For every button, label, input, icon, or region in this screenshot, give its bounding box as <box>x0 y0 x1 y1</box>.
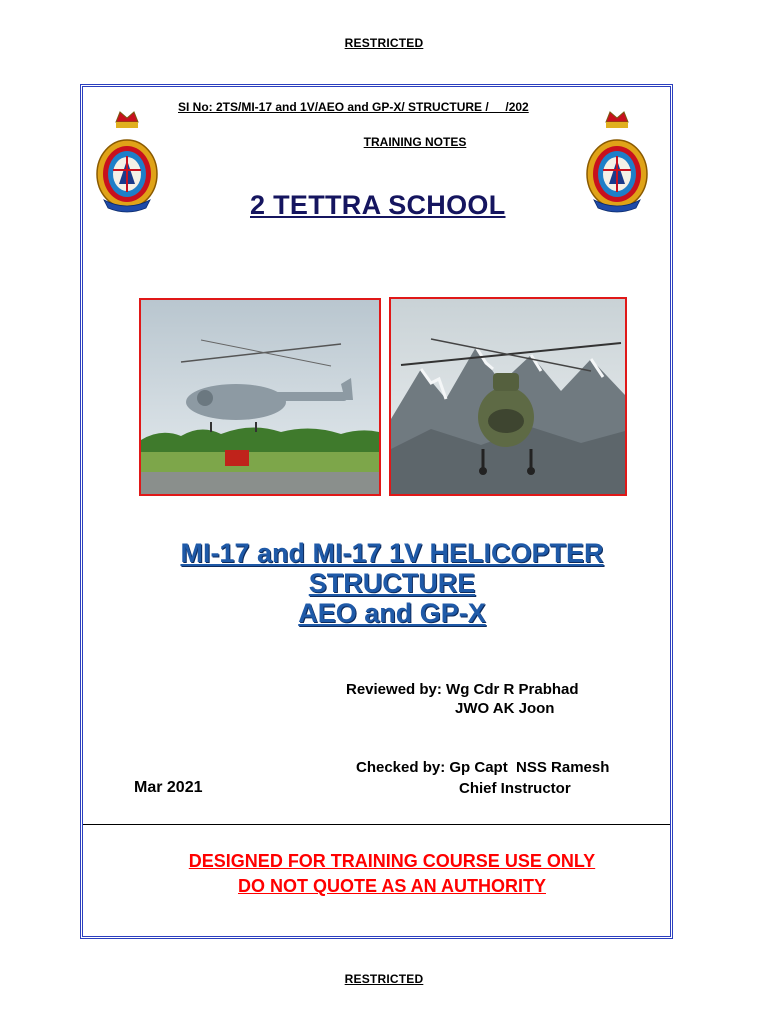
title-line-3: AEO and GP-X <box>298 598 486 628</box>
reviewed-by-line: Reviewed by: Wg Cdr R Prabhad <box>346 681 579 698</box>
horizontal-divider <box>83 824 670 825</box>
restricted-header: RESTRICTED <box>344 36 424 50</box>
helicopter-photo-airfield <box>139 298 381 496</box>
crest-emblem-icon <box>584 108 650 218</box>
school-title: 2 TETTRA SCHOOL <box>250 190 506 220</box>
warning-line-2: DO NOT QUOTE AS AN AUTHORITY <box>238 876 546 896</box>
checked-by-line: Checked by: Gp Capt NSS Ramesh <box>356 759 610 776</box>
title-line-1: MI-17 and MI-17 1V HELICOPTER <box>180 538 604 568</box>
document-date: Mar 2021 <box>134 779 203 796</box>
training-notes-label: TRAINING NOTES <box>363 135 467 149</box>
serial-number: SI No: 2TS/MI-17 and 1V/AEO and GP-X/ STRUCTURE / /202 <box>178 100 529 114</box>
helicopter-photo-mountains <box>389 297 627 496</box>
title-line-2: STRUCTURE <box>308 568 476 598</box>
restricted-footer: RESTRICTED <box>344 972 424 986</box>
document-main-title <box>0 538 768 628</box>
reviewed-by-second-name: JWO AK Joon <box>455 700 555 717</box>
checked-by-role: Chief Instructor <box>459 780 571 797</box>
crest-emblem-icon <box>94 108 160 218</box>
warning-line-1: DESIGNED FOR TRAINING COURSE USE ONLY <box>188 851 596 871</box>
